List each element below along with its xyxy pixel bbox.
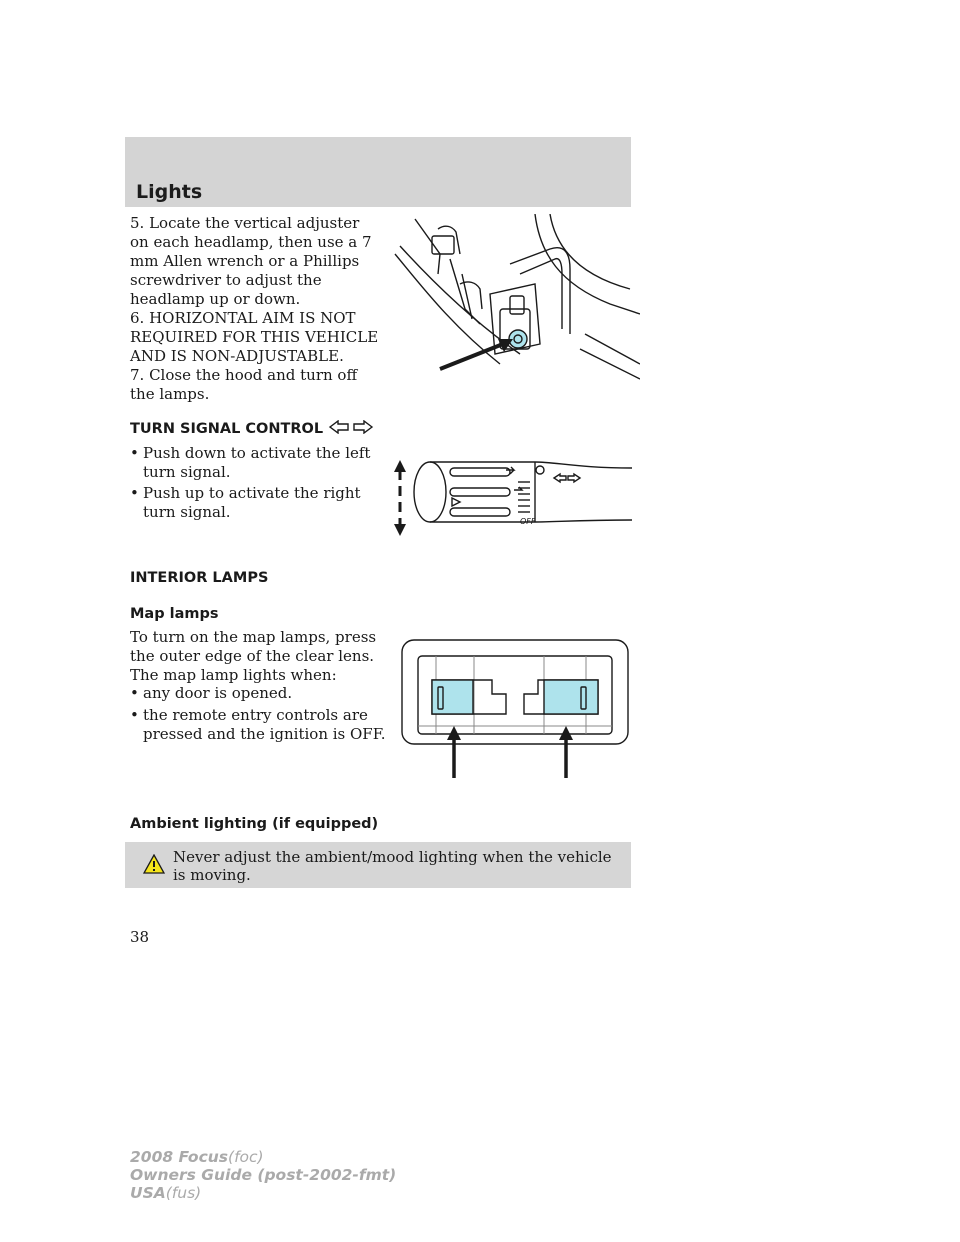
map-lamp-illustration <box>396 636 636 784</box>
turn-signal-heading-text: TURN SIGNAL CONTROL <box>130 421 324 437</box>
turn-bullet-right <box>130 484 390 522</box>
map-bullet-door <box>130 684 390 703</box>
section-header <box>125 137 631 207</box>
turn-bullet-left <box>130 444 390 482</box>
footer-model-code: (foc) <box>228 1148 264 1166</box>
turn-arrows-icon <box>328 420 374 434</box>
document-footer <box>130 1148 396 1202</box>
footer-guide: Owners Guide (post-2002-fmt) <box>130 1166 397 1184</box>
footer-region-code: (fus) <box>165 1184 202 1202</box>
right-lens-highlight <box>544 680 598 714</box>
headlamp-adjuster-illustration <box>390 214 640 394</box>
footer-region: USA <box>130 1184 166 1202</box>
map-bullet-door-text: any door is opened. <box>143 684 293 702</box>
map-bullet-remote-text: the remote entry controls are pressed and the ignition is OFF. <box>143 706 386 743</box>
bullet-mark: • <box>130 684 139 702</box>
warning-triangle-icon <box>143 854 165 874</box>
bullet-mark: • <box>130 706 139 724</box>
map-lamps-heading: Map lamps <box>130 606 219 622</box>
ambient-lighting-heading: Ambient lighting (if equipped) <box>130 816 379 832</box>
step-6-text: 6. HORIZONTAL AIM IS NOT REQUIRED FOR THIS VEHICLE AND IS NON-ADJUSTABLE. <box>130 309 379 365</box>
section-title: Lights <box>136 181 203 203</box>
turn-bullet-left-text: Push down to activate the left turn signal. <box>143 444 371 481</box>
step-7-text: 7. Close the hood and turn off the lamps. <box>130 366 358 403</box>
bullet-mark: • <box>130 484 139 502</box>
map-lamps-text: To turn on the map lamps, press the outer edge of the clear lens. The map lamp lights when: <box>130 628 377 684</box>
map-bullet-remote <box>130 706 390 744</box>
bullet-mark: • <box>130 444 139 462</box>
warning-text: Never adjust the ambient/mood lighting when the vehicle is moving. <box>173 848 612 884</box>
turn-bullet-right-text: Push up to activate the right turn signal. <box>143 484 361 521</box>
step-5-text: 5. Locate the vertical adjuster on each headlamp, then use a 7 mm Allen wrench or a Phillips screwdriver to adjust the headlamp up or down. <box>130 214 372 308</box>
turn-signal-heading <box>130 420 374 437</box>
turn-signal-stalk-illustration <box>390 458 640 538</box>
page-number: 38 <box>130 928 150 946</box>
warning-box <box>125 842 631 888</box>
stalk-off-label: OFF <box>520 517 536 526</box>
footer-model: 2008 Focus <box>130 1148 229 1166</box>
interior-lamps-heading: INTERIOR LAMPS <box>130 570 269 586</box>
